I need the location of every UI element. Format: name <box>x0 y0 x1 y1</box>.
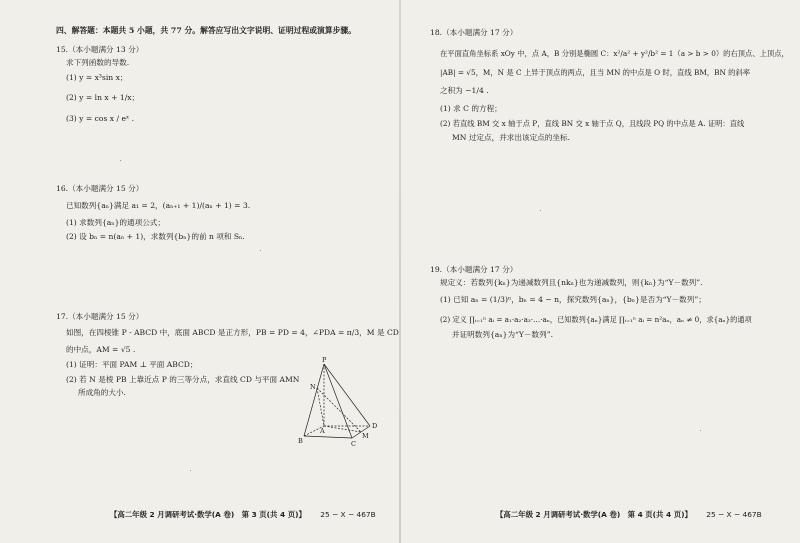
page-fold <box>399 0 401 543</box>
right-footer-code: 25 − X − 467B <box>706 510 762 519</box>
q17-line-2: 的中点，AM = √5 . <box>66 345 136 354</box>
q18-item-1: (1) 求 C 的方程； <box>440 104 502 113</box>
q18-item-2-cont: MN 过定点，并求出该定点的坐标. <box>452 133 570 142</box>
q16-title: 16.（本小题满分 15 分） <box>56 184 144 193</box>
scan-speck <box>540 210 541 211</box>
right-footer-label: 【高二年级 2 月调研考试·数学(A 卷) 第 4 页(共 4 页)】 <box>496 510 692 519</box>
q17-title: 17.（本小题满分 15 分） <box>56 312 144 321</box>
label-C: C <box>351 440 356 448</box>
q15-item-3: (3) y = cos x / eˣ . <box>66 114 134 123</box>
q17-line-1: 如图，在四棱锥 P - ABCD 中，底面 ABCD 是正方形，PB = PD = 4，∠PDA = π/3，M 是 CD <box>66 328 399 337</box>
q17-item-2-cont: 所成角的大小. <box>78 388 126 397</box>
q16-item-1: (1) 求数列{aₙ}的通项公式； <box>66 218 165 227</box>
label-B: B <box>298 437 303 445</box>
q15-item-2: (2) y = ln x + 1/x； <box>66 93 140 102</box>
left-page <box>0 0 398 543</box>
q16-item-2: (2) 设 bₙ = n(aₙ + 1)，求数列{bₙ}的前 n 项和 Sₙ. <box>66 232 245 241</box>
scan-speck <box>120 160 121 161</box>
label-N: N <box>310 383 316 391</box>
q18-line-2: |AB| = √5，M，N 是 C 上异于顶点的两点，且当 MN 的中点是 O 时，直线 BM，BN 的斜率 <box>440 68 751 77</box>
q19-item-2-cont: 并证明数列{aₙ}为“Y－数列”. <box>452 330 554 339</box>
q17-item-2: (2) 若 N 是棱 PB 上靠近点 P 的三等分点，求直线 CD 与平面 AMN <box>66 375 300 384</box>
right-page <box>402 0 800 543</box>
left-footer <box>110 509 376 520</box>
right-footer <box>496 509 762 520</box>
left-footer-code: 25 − X − 467B <box>320 510 376 519</box>
q18-title: 18.（本小题满分 17 分） <box>430 28 518 37</box>
left-footer-label: 【高二年级 2 月调研考试·数学(A 卷) 第 3 页(共 4 页)】 <box>110 510 306 519</box>
q18-line-1: 在平面直角坐标系 xOy 中，点 A，B 分别是椭圆 C：x²/a² + y²/b² = 1（a > b > 0）的右顶点、上顶点， <box>440 49 789 58</box>
q15-intro: 求下列函数的导数. <box>66 58 130 67</box>
label-P: P <box>322 356 327 364</box>
label-M: M <box>362 432 369 440</box>
q18-item-2: (2) 若直线 BM 交 x 轴于点 P，直线 BN 交 x 轴于点 Q，且线段 PQ 的中点是 A. 证明：直线 <box>440 119 745 128</box>
q19-item-2: (2) 定义 ∏ᵢ₌₁ⁿ aᵢ = a₁·a₂·a₃·…·aₙ，已知数列{aₙ}满足 ∏ᵢ₌₁ⁿ aᵢ = n²aₙ，aₙ ≠ 0，求{aₙ}的通项 <box>440 315 752 324</box>
scan-speck <box>190 470 191 471</box>
q19-item-1: (1) 已知 aₙ = (1/3)ⁿ，bₙ = 4 − n，探究数列{aₙ}，{bₙ}是否为“Y－数列”； <box>440 295 706 304</box>
q15-title: 15.（本小题满分 13 分） <box>56 45 144 54</box>
label-D: D <box>372 422 378 430</box>
q18-line-3: 之积为 −1/4 . <box>440 86 489 95</box>
q19-line-1: 规定义：若数列{kₙ}为递减数列且{nkₙ}也为递减数列，则{kₙ}为“Y－数列”. <box>440 278 703 287</box>
q16-intro: 已知数列{aₙ}满足 a₁ = 2，(aₙ₊₁ + 1)/(aₙ + 1) = 3. <box>66 201 251 210</box>
pyramid-figure <box>296 356 388 448</box>
scan-speck <box>700 430 701 431</box>
section-header: 四、解答题：本题共 5 小题，共 77 分。解答应写出文字说明、证明过程或演算步骤。 <box>56 26 357 35</box>
q19-title: 19.（本小题满分 17 分） <box>430 265 518 274</box>
q17-item-1: (1) 证明：平面 PAM ⊥ 平面 ABCD； <box>66 360 198 369</box>
label-A: A <box>320 427 325 435</box>
q15-item-1: (1) y = x³sin x； <box>66 73 128 82</box>
scan-speck <box>260 250 261 251</box>
